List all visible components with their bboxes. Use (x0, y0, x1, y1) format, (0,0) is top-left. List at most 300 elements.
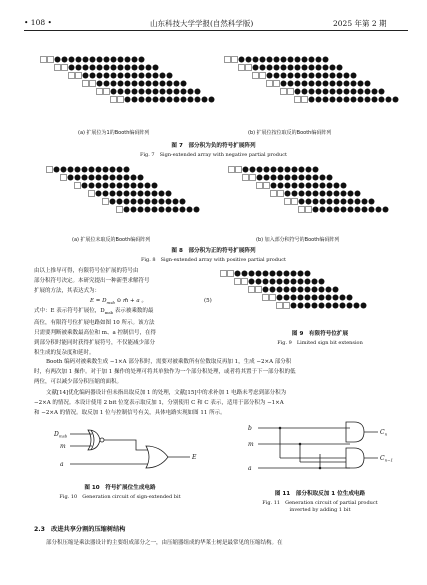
fig7-caption-en: Fig. 7 Sign-extended array with negative partial product (139, 152, 288, 158)
array-dot (312, 279, 318, 285)
array-cell-square (257, 183, 263, 189)
array-dot (348, 207, 354, 213)
array-dot (326, 287, 332, 293)
array-dot (250, 167, 256, 173)
fig8a-subcaption: (a) 扩展位未取反的Booth编码阵列 (72, 237, 151, 243)
array-dot (104, 65, 110, 71)
array-dot (96, 175, 102, 181)
p1-line-3: 扩展的方法，其表达式为： (34, 288, 101, 294)
array-dot (180, 207, 186, 213)
array-dot (327, 199, 333, 205)
array-dot (138, 207, 144, 213)
array-cell-square (264, 183, 270, 189)
array-dot (132, 89, 138, 95)
array-cell-square (239, 65, 245, 71)
array-dot (253, 57, 259, 63)
fig11-caption-zh: 图 11 部分积取反加 1 位生成电路 (274, 491, 366, 497)
array-dot (125, 97, 131, 103)
array-dot (194, 207, 200, 213)
fig8b-subcaption: (b) 加入部分积符号的Booth编码阵列 (256, 237, 340, 243)
array-dot (320, 191, 326, 197)
fig7a-subcaption: (a) 扩展位为1的Booth编码阵列 (78, 130, 150, 136)
array-dot (110, 183, 116, 189)
array-dot (139, 97, 145, 103)
array-dot (271, 175, 277, 181)
array-dot (118, 65, 124, 71)
array-dot (181, 89, 187, 95)
array-dot (167, 73, 173, 79)
array-dot (274, 65, 280, 71)
array-dot (90, 57, 96, 63)
array-cell-square (75, 183, 81, 189)
array-dot (330, 97, 336, 103)
fig7b-dot-array (224, 56, 404, 124)
array-cell-square (292, 199, 298, 205)
array-dot (383, 207, 389, 213)
array-cell-square (285, 199, 291, 205)
array-cell-square (270, 295, 276, 301)
array-dot (278, 183, 284, 189)
array-dot (337, 89, 343, 95)
array-dot (152, 207, 158, 213)
array-dot (298, 287, 304, 293)
array-dot (305, 303, 311, 309)
fig10-label-dmsb: $D_{msb}$ (54, 431, 68, 439)
array-dot (97, 81, 103, 87)
array-dot (299, 199, 305, 205)
array-dot (263, 279, 269, 285)
array-dot (90, 65, 96, 71)
array-dot (327, 207, 333, 213)
array-dot (159, 199, 165, 205)
array-dot (295, 73, 301, 79)
array-cell-square (250, 175, 256, 181)
array-cell-square (243, 175, 249, 181)
array-dot (83, 57, 89, 63)
array-dot (277, 295, 283, 301)
array-dot (316, 73, 322, 79)
array-dot (270, 271, 276, 277)
array-dot (90, 73, 96, 79)
array-dot (284, 295, 290, 301)
fig10-label-a: a (60, 461, 64, 468)
array-dot (97, 73, 103, 79)
array-dot (110, 175, 116, 181)
array-cell-square (288, 89, 294, 95)
p2-line-5: 积生成的复杂度和延时。 (34, 350, 95, 357)
array-dot (277, 279, 283, 285)
paragraph-1 (34, 266, 214, 296)
array-dot (256, 279, 262, 285)
array-cell-square (246, 65, 252, 71)
array-dot (292, 175, 298, 181)
array-dot (309, 97, 315, 103)
fig11-label-a: a (248, 465, 252, 472)
array-cell-square (232, 57, 238, 63)
array-dot (89, 183, 95, 189)
p3-line-3: 两位，可以减少部分积压缩的面积。 (34, 379, 123, 385)
array-dot (138, 183, 144, 189)
array-cell-square (76, 73, 82, 79)
fig9-caption-en: Fig. 9 Limited sign bit extension (277, 340, 363, 346)
array-dot (299, 167, 305, 173)
array-cell-square (260, 73, 266, 79)
array-cell-square (302, 97, 308, 103)
array-dot (152, 183, 158, 189)
array-dot (313, 175, 319, 181)
array-dot (104, 57, 110, 63)
array-dot (355, 207, 361, 213)
array-dot (341, 183, 347, 189)
array-dot (103, 191, 109, 197)
array-dot (344, 73, 350, 79)
array-cell-square (41, 57, 47, 63)
array-cell-square (55, 65, 61, 71)
array-dot (323, 57, 329, 63)
array-dot (54, 167, 60, 173)
array-dot (110, 167, 116, 173)
array-dot (62, 57, 68, 63)
array-dot (97, 57, 103, 63)
array-cell-square (229, 167, 235, 173)
array-dot (132, 73, 138, 79)
array-dot (327, 191, 333, 197)
array-dot (306, 183, 312, 189)
array-cell-square (306, 207, 312, 213)
array-dot (302, 65, 308, 71)
array-dot (330, 65, 336, 71)
array-dot (271, 167, 277, 173)
array-dot (145, 183, 151, 189)
array-dot (153, 73, 159, 79)
equation-5: $E = D_{msb}$ ⊙ m̄ + a 。 (90, 298, 147, 306)
array-dot (288, 81, 294, 87)
array-dot (309, 81, 315, 87)
array-dot (337, 97, 343, 103)
array-dot (302, 57, 308, 63)
array-dot (76, 65, 82, 71)
array-dot (271, 183, 277, 189)
array-dot (323, 81, 329, 87)
array-dot (167, 81, 173, 87)
array-dot (249, 271, 255, 277)
array-dot (180, 199, 186, 205)
array-dot (299, 175, 305, 181)
array-dot (277, 271, 283, 277)
array-dot (111, 81, 117, 87)
array-dot (83, 73, 89, 79)
array-dot (104, 73, 110, 79)
array-dot (306, 175, 312, 181)
array-dot (146, 81, 152, 87)
array-dot (351, 97, 357, 103)
array-cell-square (103, 199, 109, 205)
array-dot (295, 81, 301, 87)
array-dot (288, 65, 294, 71)
array-dot (313, 167, 319, 173)
array-dot (103, 183, 109, 189)
array-dot (110, 191, 116, 197)
array-dot (117, 183, 123, 189)
array-dot (334, 199, 340, 205)
array-dot (302, 81, 308, 87)
p3-line-2: 时，有两次加 1 操作。对于加 1 操作的处理可将其单独作为一个部分积处理，或者将其置于下一部分积的低 (34, 369, 296, 375)
array-dot (96, 183, 102, 189)
page-number: • 108 • (24, 18, 52, 27)
array-dot (202, 97, 208, 103)
array-dot (152, 199, 158, 205)
array-dot (288, 57, 294, 63)
array-cell-square (235, 279, 241, 285)
array-dot (334, 191, 340, 197)
array-dot (195, 89, 201, 95)
array-dot (260, 65, 266, 71)
array-dot (260, 57, 266, 63)
array-dot (166, 199, 172, 205)
array-dot (76, 57, 82, 63)
array-cell-square (225, 57, 231, 63)
array-dot (323, 73, 329, 79)
array-dot (131, 175, 137, 181)
array-dot (291, 279, 297, 285)
array-dot (139, 65, 145, 71)
fig7a-dot-array (40, 56, 210, 124)
array-dot (355, 191, 361, 197)
array-dot (348, 199, 354, 205)
array-dot (103, 167, 109, 173)
array-dot (124, 207, 130, 213)
array-cell-square (277, 303, 283, 309)
array-dot (379, 89, 385, 95)
p1-line-1: 由以上推导可得，有限符号位扩展的符号由 (34, 268, 139, 274)
p4-line-1: 文献[14]优化编码器设计但未指出取反加 1 的处理，文献[15]中的求补加 1 电路未考虑到部分积为 (46, 390, 287, 396)
issue-label: 2025 年第 2 期 (333, 19, 387, 28)
array-dot (174, 89, 180, 95)
array-dot (313, 207, 319, 213)
array-cell-square (253, 73, 259, 79)
array-dot (132, 97, 138, 103)
array-cell-square (281, 89, 287, 95)
array-dot (132, 65, 138, 71)
array-cell-square (104, 89, 110, 95)
array-dot (111, 89, 117, 95)
array-cell-square (117, 207, 123, 213)
array-dot (295, 89, 301, 95)
fig7b-subcaption: (b) 扩展位按位取反的Booth编码阵列 (248, 130, 332, 136)
array-dot (340, 303, 346, 309)
fig8b-dot-array (228, 166, 408, 234)
fig11-label-b: b (248, 425, 252, 432)
array-dot (153, 89, 159, 95)
array-dot (139, 81, 145, 87)
array-dot (361, 303, 367, 309)
array-dot (309, 57, 315, 63)
array-dot (124, 183, 130, 189)
journal-title: 山东科技大学学报(自然科学版) (150, 19, 254, 28)
section-heading: 2.3 改进共享分割的压缩树结构 (34, 526, 126, 533)
array-dot (69, 65, 75, 71)
array-dot (124, 167, 130, 173)
array-dot (270, 279, 276, 285)
array-cell-square (256, 287, 262, 293)
array-dot (249, 279, 255, 285)
array-dot (160, 89, 166, 95)
array-dot (281, 81, 287, 87)
array-dot (118, 89, 124, 95)
fig10-label-m: m (60, 443, 66, 450)
array-dot (153, 65, 159, 71)
array-dot (124, 175, 130, 181)
array-dot (365, 81, 371, 87)
array-dot (327, 183, 333, 189)
array-dot (125, 89, 131, 95)
array-dot (284, 271, 290, 277)
array-dot (365, 97, 371, 103)
array-dot (309, 89, 315, 95)
array-dot (75, 167, 81, 173)
array-dot (298, 295, 304, 301)
array-dot (278, 167, 284, 173)
array-dot (320, 207, 326, 213)
array-dot (103, 175, 109, 181)
array-cell-square (48, 57, 54, 63)
array-cell-square (221, 271, 227, 277)
array-dot (358, 89, 364, 95)
fig10-circuit (50, 422, 200, 478)
fig11-circuit (240, 418, 400, 482)
paragraph-2: 式中：E 表示符号扩展位，$D_{msb}$ 表示被乘数的最 高位，有限符号位扩展电路如图 10 所示。该方法 只需要判断被乘数最高位和 m、a 控制信号，在得 到部分积时能同时获得扩展符号，不仅能减少部分 积生成的复杂度和延时。 (34, 306, 214, 358)
array-cell-square (90, 81, 96, 87)
array-dot (146, 65, 152, 71)
array-dot (257, 175, 263, 181)
array-dot (285, 183, 291, 189)
array-dot (132, 57, 138, 63)
array-cell-square (295, 97, 301, 103)
array-dot (173, 199, 179, 205)
array-dot (326, 303, 332, 309)
array-dot (358, 81, 364, 87)
array-dot (302, 73, 308, 79)
array-dot (319, 279, 325, 285)
array-dot (96, 191, 102, 197)
array-dot (281, 65, 287, 71)
array-dot (341, 199, 347, 205)
array-dot (316, 57, 322, 63)
array-dot (365, 89, 371, 95)
array-dot (330, 73, 336, 79)
array-dot (159, 207, 165, 213)
array-dot (263, 271, 269, 277)
array-dot (344, 97, 350, 103)
array-dot (118, 81, 124, 87)
array-dot (270, 287, 276, 293)
array-dot (167, 89, 173, 95)
array-dot (362, 207, 368, 213)
array-dot (313, 199, 319, 205)
array-dot (327, 175, 333, 181)
array-dot (372, 97, 378, 103)
array-dot (299, 191, 305, 197)
array-dot (298, 271, 304, 277)
array-dot (68, 167, 74, 173)
array-dot (369, 207, 375, 213)
array-dot (305, 279, 311, 285)
array-dot (291, 287, 297, 293)
array-dot (323, 65, 329, 71)
array-dot (284, 279, 290, 285)
array-dot (337, 73, 343, 79)
array-dot (117, 199, 123, 205)
array-dot (125, 73, 131, 79)
array-dot (379, 97, 385, 103)
array-dot (284, 287, 290, 293)
array-cell-square (62, 65, 68, 71)
array-dot (305, 295, 311, 301)
array-dot (82, 167, 88, 173)
array-cell-square (284, 303, 290, 309)
array-dot (281, 57, 287, 63)
array-dot (320, 175, 326, 181)
array-dot (138, 191, 144, 197)
array-dot (160, 73, 166, 79)
array-dot (319, 287, 325, 293)
array-dot (386, 97, 392, 103)
array-dot (326, 295, 332, 301)
fig8-caption-en: Fig. 8 Sign-extended array with positive partial product (140, 257, 287, 263)
array-dot (305, 271, 311, 277)
p4-line-2: −2×A 的情况。本设计使用 2 bit 位宽表示取反加 1，分别使用 C 和 C 表示，适用于部分积为 −1×A (34, 400, 284, 406)
array-dot (292, 167, 298, 173)
array-dot (153, 81, 159, 87)
array-dot (348, 191, 354, 197)
array-dot (166, 207, 172, 213)
array-dot (298, 303, 304, 309)
array-dot (246, 57, 252, 63)
array-cell-square (274, 81, 280, 87)
header-rule (24, 30, 408, 31)
array-dot (174, 81, 180, 87)
array-dot (69, 57, 75, 63)
array-dot (117, 175, 123, 181)
array-dot (55, 57, 61, 63)
array-dot (341, 207, 347, 213)
array-dot (145, 199, 151, 205)
array-dot (313, 191, 319, 197)
array-dot (281, 73, 287, 79)
array-dot (89, 167, 95, 173)
array-dot (195, 97, 201, 103)
array-dot (131, 183, 137, 189)
array-dot (376, 207, 382, 213)
array-dot (145, 191, 151, 197)
array-dot (323, 97, 329, 103)
array-dot (362, 199, 368, 205)
fig7-caption-zh: 图 7 部分积为负的符号扩展阵列 (171, 143, 256, 149)
array-dot (160, 97, 166, 103)
array-dot (117, 167, 123, 173)
array-cell-square (89, 191, 95, 197)
array-dot (351, 73, 357, 79)
array-cell-square (97, 89, 103, 95)
array-dot (333, 303, 339, 309)
array-dot (295, 65, 301, 71)
array-dot (111, 57, 117, 63)
array-dot (174, 97, 180, 103)
array-dot (347, 295, 353, 301)
array-dot (306, 191, 312, 197)
array-dot (167, 97, 173, 103)
array-dot (96, 167, 102, 173)
